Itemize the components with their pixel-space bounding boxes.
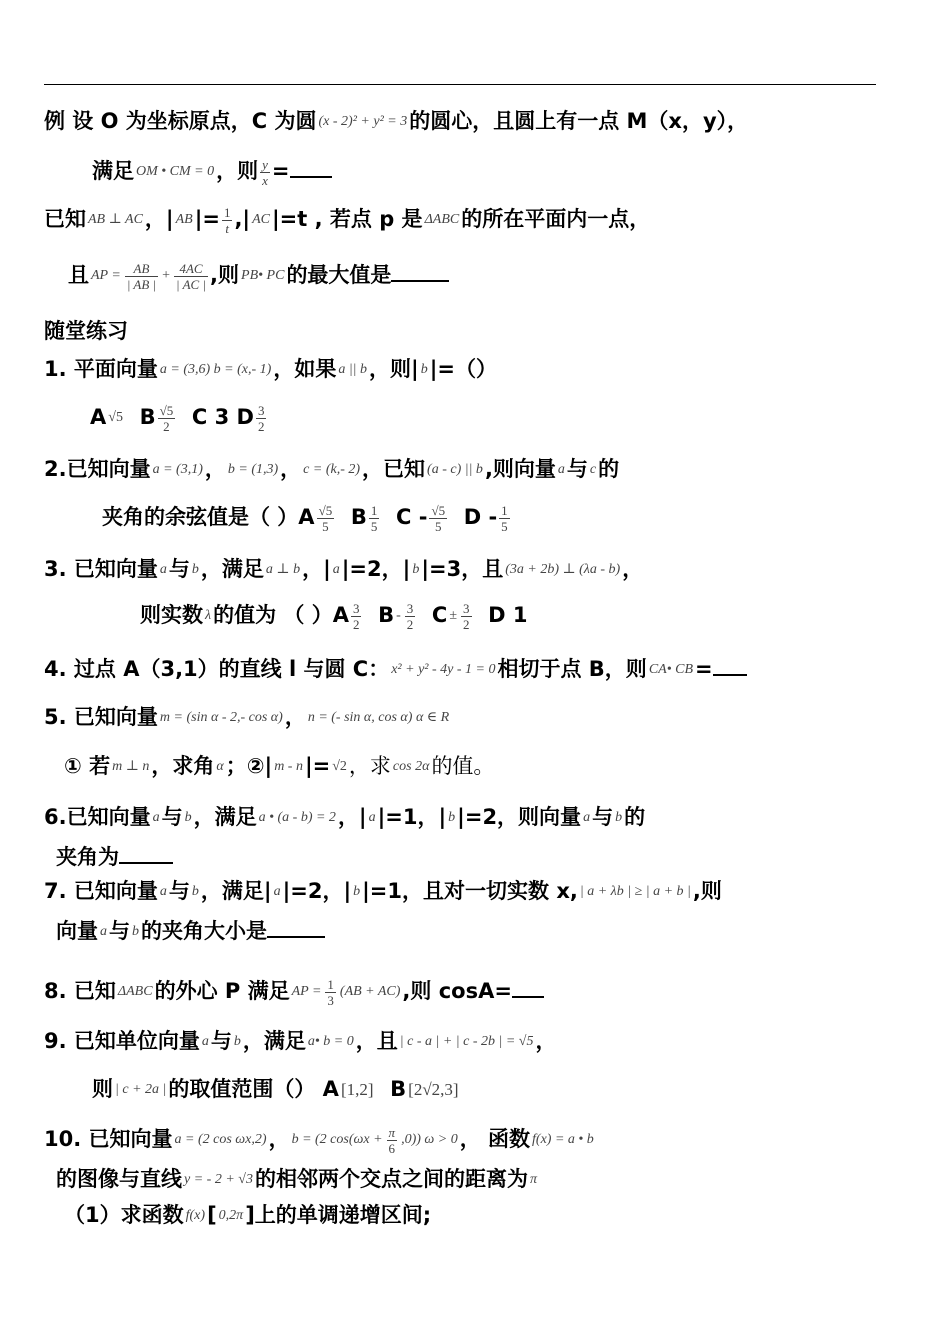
math-expression: n = (- sin α, cos α) α ∈ R: [307, 710, 450, 725]
math-expression: a: [201, 1034, 209, 1049]
math-expression: a: [583, 810, 591, 825]
question-1: 1. 平面向量 a = (3,6) b = (x,- 1)，如果 a || b，则| b|=（）: [44, 354, 497, 385]
math-expression: c: [589, 462, 597, 477]
math-expression: ,0)) ω > 0: [401, 1132, 458, 1147]
fraction: $\frac{√5}{2}$: [159, 402, 174, 434]
math-expression: | a + λb | ≥ | a + b |: [579, 884, 691, 899]
math-expression: f(x) = a • b: [532, 1132, 594, 1147]
question-2: 2.已知向量 a = (3,1)， b = (1,3)， c = (k,- 2)，已知 (a - c) || b,则向量 a与 c的: [44, 454, 619, 485]
header-rule: [44, 84, 876, 85]
math-expression: m ⊥ n: [112, 759, 150, 774]
question-7: 7. 已知向量 a与 b，满足| a|=2，| b|=1，且对一切实数 x, | a + λb | ≥ | a + b |,则: [44, 876, 722, 907]
math-expression: a = (3,1): [152, 462, 203, 477]
dot-product-expr: OM • CM = 0: [136, 164, 215, 179]
math-expression: a • (a - b) = 2: [258, 810, 336, 825]
example-1-line-2: 满足 OM • CM = 0，则 $\frac{y}{x}$ =: [92, 154, 332, 188]
math-expression: a: [159, 884, 167, 899]
math-expression: AP =: [91, 268, 121, 283]
math-expression: (3a + 2b) ⊥ (λa - b): [505, 562, 621, 577]
fraction: $\frac{1}{3}$: [327, 976, 334, 1008]
math-expression: a: [557, 462, 565, 477]
math-expression: [1,2]: [340, 1080, 374, 1099]
math-expression: cos 2α: [392, 759, 430, 774]
math-expression: AC: [252, 212, 270, 227]
math-expression: b: [132, 924, 139, 939]
fraction-4ac: $\frac{4AC}{| AC |}$: [176, 260, 207, 292]
math-expression: b: [615, 810, 623, 825]
fraction-y-over-x: $\frac{y}{x}$: [262, 156, 268, 188]
question-10-part-1: （1）求函数 f(x)[ 0,2π]上的单调递增区间;: [64, 1200, 431, 1231]
math-expression: α: [216, 759, 224, 774]
math-expression: a: [368, 810, 376, 825]
math-expression: ΔABC: [424, 212, 460, 227]
fraction: $\frac{3}{2}$: [463, 600, 470, 632]
question-3-options: 则实数 λ的值为 （ ）A $\frac{3}{2}$ B - $\frac{3}{2}$ C ± $\frac{3}{2}$ D 1: [140, 600, 528, 632]
fraction: $\frac{3}{2}$: [352, 600, 360, 632]
math-expression: b = (1,3): [227, 462, 279, 477]
math-expression: -: [396, 608, 401, 623]
question-9: 9. 已知单位向量 a与 b，满足 a• b = 0，且 | c - a | + | c - 2b | = √5，: [44, 1026, 557, 1057]
math-expression: f(x): [185, 1208, 206, 1223]
math-expression: [2√2,3]: [408, 1080, 459, 1099]
math-expression: +: [162, 268, 171, 283]
question-4: 4. 过点 A（3,1）的直线 l 与圆 C： x² + y² - 4y - 1 = 0相切于点 B，则 CA• CB=: [44, 652, 747, 685]
circle-equation: (x - 2)² + y² = 3: [318, 114, 408, 129]
math-expression: | c + 2a |: [115, 1082, 167, 1097]
math-expression: b = (2 cos(ωx +: [291, 1132, 383, 1147]
answer-blank: [713, 652, 747, 676]
question-6-cont: 夹角为: [56, 840, 173, 872]
math-expression: AB ⊥ AC: [88, 212, 143, 227]
math-expression: b: [353, 884, 361, 899]
math-expression: √2: [332, 759, 347, 774]
fraction: $\frac{√5}{5}$: [431, 502, 446, 534]
question-6: 6.已知向量 a与 b，满足 a • (a - b) = 2，| a|=1，| b|=2，则向量 a与 b的: [44, 802, 645, 833]
question-1-options: A √5 B $\frac{√5}{2}$ C 3 D $\frac{3}{2}$: [90, 402, 265, 434]
math-expression: | c - a | + | c - 2b | = √5: [399, 1034, 534, 1049]
answer-blank: [267, 914, 325, 938]
math-expression: ΔABC: [117, 984, 153, 999]
fraction: $\frac{3}{2}$: [406, 600, 414, 632]
math-expression: a: [332, 562, 340, 577]
question-9-options: 则 | c + 2a |的取值范围（） A [1,2] B [2√2,3]: [92, 1074, 461, 1105]
question-2-options: 夹角的余弦值是（ ）A $\frac{√5}{5}$ B $\frac{1}{5}$ C - $\frac{√5}{5}$ D - $\frac{1}{5}$: [102, 502, 508, 534]
math-expression: b: [184, 810, 192, 825]
fraction-1-over-t: $\frac{1}{t}$: [223, 204, 231, 236]
math-expression: PB• PC: [241, 268, 285, 283]
math-expression: b: [233, 1034, 241, 1049]
math-expression: y = - 2 + √3: [184, 1172, 253, 1187]
math-expression: b: [420, 362, 428, 377]
fraction: $\frac{√5}{5}$: [318, 502, 333, 534]
math-expression: a: [273, 884, 281, 899]
math-expression: m - n: [274, 759, 303, 774]
question-3: 3. 已知向量 a与 b，满足 a ⊥ b，| a|=2，| b|=3，且 (3a + 2b) ⊥ (λa - b)，: [44, 554, 643, 585]
math-expression: CA• CB: [648, 662, 693, 677]
fraction: $\frac{3}{2}$: [257, 402, 265, 434]
math-expression: π: [529, 1172, 537, 1187]
fraction: $\frac{\pi}{6}$: [388, 1124, 396, 1156]
math-expression: a = (3,6) b = (x,- 1): [159, 362, 272, 377]
math-expression: √5: [108, 410, 123, 425]
answer-blank: [391, 258, 449, 282]
answer-blank: [290, 154, 332, 178]
math-expression: m = (sin α - 2,- cos α): [159, 710, 283, 725]
math-expression: AP =: [291, 984, 322, 999]
math-expression: a: [152, 810, 160, 825]
answer-blank: [512, 974, 544, 998]
question-10-cont: 的图像与直线 y = - 2 + √3的相邻两个交点之间的距离为 π: [56, 1164, 539, 1195]
math-expression: AB: [175, 212, 193, 227]
math-expression: a• b = 0: [307, 1034, 354, 1049]
section-heading: 随堂练习: [44, 319, 128, 343]
math-expression: 0,2π: [218, 1208, 244, 1223]
question-8: 8. 已知 ΔABC的外心 P 满足 AP = $\frac{1}{3}$ (AB + AC),则 cosA=: [44, 974, 544, 1008]
math-expression: a ⊥ b: [265, 562, 301, 577]
math-expression: λ: [205, 608, 212, 623]
math-expression: (AB + AC): [339, 984, 401, 999]
example-1-line-1: 例 设 O 为坐标原点，C 为圆 (x - 2)² + y² = 3的圆心，且圆上有一点 M（x，y），: [44, 106, 748, 137]
math-expression: b: [448, 810, 456, 825]
fraction-ab: $\frac{AB}{| AB |}$: [126, 260, 157, 292]
example-2-line-1: 已知 AB ⊥ AC，| AB|= $\frac{1}{t}$ ,| AC|=t , 若点 p 是 ΔABC的所在平面内一点，: [44, 204, 651, 236]
math-expression: c = (k,- 2): [303, 462, 361, 477]
math-expression: a || b: [338, 362, 368, 377]
answer-blank: [119, 840, 173, 864]
math-expression: (a - c) || b: [427, 462, 483, 477]
math-expression: x² + y² - 4y - 1 = 0: [391, 662, 496, 677]
math-expression: ±: [449, 608, 457, 623]
math-expression: b: [191, 562, 199, 577]
fraction: $\frac{1}{5}$: [501, 502, 508, 534]
fraction: $\frac{1}{5}$: [370, 502, 378, 534]
question-7-cont: 向量 a与 b的夹角大小是: [56, 914, 325, 947]
math-expression: b: [191, 884, 199, 899]
question-5: 5. 已知向量 m = (sin α - 2,- cos α)， n = (- sin α, cos α) α ∈ R: [44, 702, 451, 733]
question-10: 10. 已知向量 a = (2 cos ωx,2)， b = (2 cos(ωx + $\frac{\pi}{6}$ ,0)) ω > 0， 函数 f(x) = a • b: [44, 1124, 594, 1156]
question-5-parts: ① 若 m ⊥ n，求角 α；②| m - n|= √2，求 cos 2α的值。: [64, 751, 494, 782]
example-2-line-2: 且 AP = $\frac{AB}{| AB |}$ + $\frac{4AC}{| AC |}$ ,则 PB• PC的最大值是: [68, 258, 449, 292]
math-expression: a: [100, 924, 107, 939]
math-expression: a = (2 cos ωx,2): [174, 1132, 267, 1147]
math-expression: b: [412, 562, 420, 577]
math-expression: a: [159, 562, 167, 577]
